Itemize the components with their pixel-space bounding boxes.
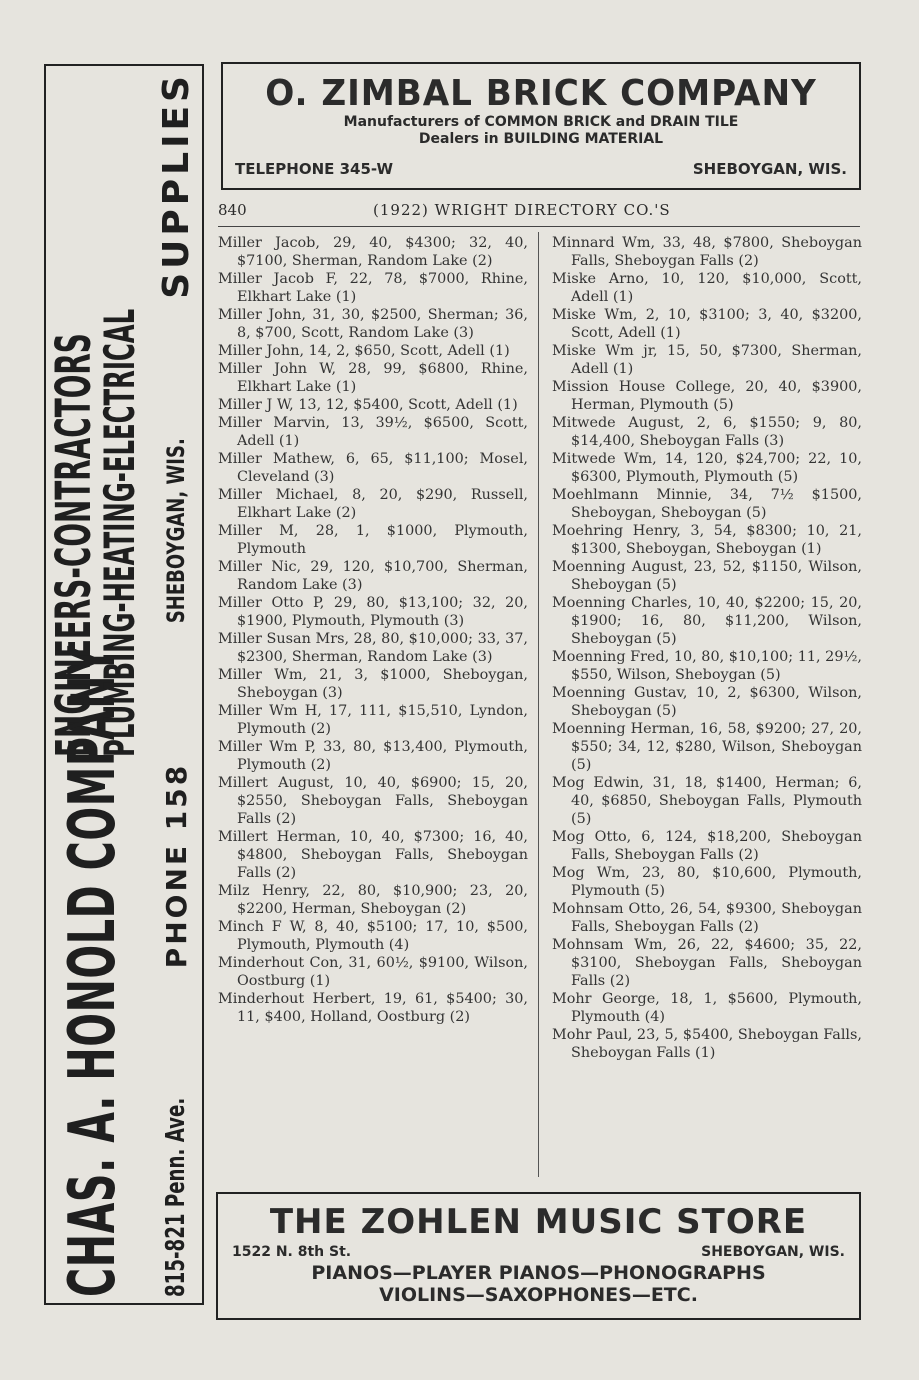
directory-title: (1922) WRIGHT DIRECTORY CO.'S [373, 201, 671, 219]
zimbal-ad-line1: Manufacturers of COMMON BRICK and DRAIN TILE [343, 114, 739, 130]
zohlen-city: SHEBOYGAN, WIS. [701, 1244, 845, 1260]
directory-entry: Mohr George, 18, 1, $5600, Plymouth, Plymouth (4) [552, 991, 862, 1025]
directory-entry: Miller Jacob, 29, 40, $4300; 32, 40, $7100, Sherman, Random Lake (2) [218, 235, 528, 269]
honold-trades [46, 67, 144, 757]
directory-entry: Mog Otto, 6, 124, $18,200, Sheboygan Falls, Sheboygan Falls (2) [552, 829, 862, 863]
directory-entry: Miller J W, 13, 12, $5400, Scott, Adell (1) [218, 397, 518, 413]
directory-entry: Miske Arno, 10, 120, $10,000, Scott, Adell (1) [552, 271, 862, 305]
directory-entry: Mitwede August, 2, 6, $1550; 9, 80, $14,400, Sheboygan Falls (3) [552, 415, 862, 449]
left-column [218, 234, 528, 1026]
directory-entry: Moenning Gustav, 10, 2, $6300, Wilson, Sheboygan (5) [552, 685, 862, 719]
directory-entry: Mohr Paul, 23, 5, $5400, Sheboygan Falls, Sheboygan Falls (1) [552, 1027, 862, 1061]
zimbal-ad-footer [235, 160, 847, 178]
honold-ad-contact-row [154, 72, 198, 1297]
header-rule [218, 226, 860, 227]
directory-entry: Mohnsam Otto, 26, 54, $9300, Sheboygan Falls, Sheboygan Falls (2) [552, 901, 862, 935]
honold-address: 815-821 Penn. Ave. [161, 1097, 191, 1297]
directory-entry: Miller John, 14, 2, $650, Scott, Adell (1) [218, 343, 510, 359]
directory-entry: Miller Nic, 29, 120, $10,700, Sherman, Random Lake (3) [218, 559, 528, 593]
directory-entry: Miller Michael, 8, 20, $290, Russell, Elkhart Lake (2) [218, 487, 528, 521]
directory-entry: Mohnsam Wm, 26, 22, $4600; 35, 22, $3100, Sheboygan Falls, Sheboygan Falls (2) [552, 937, 862, 989]
zimbal-ad-line2: Dealers in BUILDING MATERIAL [418, 131, 664, 147]
directory-entry: Milz Henry, 22, 80, $10,900; 23, 20, $2200, Herman, Sheboygan (2) [218, 883, 528, 917]
directory-entry: Minnard Wm, 33, 48, $7800, Sheboygan Falls, Sheboygan Falls (2) [552, 235, 862, 269]
honold-supplies: SUPPLIES [155, 72, 197, 299]
directory-entry: Minderhout Herbert, 19, 61, $5400; 30, 11, $400, Holland, Oostburg (2) [218, 991, 528, 1025]
honold-phone: PHONE 158 [159, 762, 193, 969]
honold-company-ad [44, 64, 204, 1305]
directory-entry: Moenning Fred, 10, 80, $10,100; 11, 29½, $550, Wilson, Sheboygan (5) [552, 649, 862, 683]
directory-entry: Miller John W, 28, 99, $6800, Rhine, Elkhart Lake (1) [218, 361, 528, 395]
directory-entry: Mog Wm, 23, 80, $10,600, Plymouth, Plymouth (5) [552, 865, 862, 899]
directory-entry: Moenning August, 23, 52, $1150, Wilson, Sheboygan (5) [552, 559, 862, 593]
directory-entry: Miller M, 28, 1, $1000, Plymouth, Plymouth [218, 523, 528, 557]
honold-trades-line1: ENGINEERS-CONTRACTORS [46, 333, 102, 757]
page-header [218, 201, 858, 219]
page-number: 840 [218, 201, 247, 219]
directory-entry: Mission House College, 20, 40, $3900, Herman, Plymouth (5) [552, 379, 862, 413]
zimbal-brick-ad [221, 62, 861, 190]
directory-entry: Miller John, 31, 30, $2500, Sherman; 36, 8, $700, Scott, Random Lake (3) [218, 307, 528, 341]
directory-entry: Millert August, 10, 40, $6900; 15, 20, $2550, Sheboygan Falls, Sheboygan Falls (2) [218, 775, 528, 827]
right-column [552, 234, 862, 1062]
zimbal-telephone: TELEPHONE 345-W [235, 160, 394, 178]
directory-entry: Minch F W, 8, 40, $5100; 17, 10, $500, Plymouth, Plymouth (4) [218, 919, 528, 953]
honold-company-name: CHAS. A. HONOLD COMPANY [56, 645, 130, 1297]
directory-entry: Miller Wm H, 17, 111, $15,510, Lyndon, Plymouth (2) [218, 703, 528, 737]
zohlen-ad-line2: VIOLINS—SAXOPHONES—ETC. [379, 1284, 698, 1306]
directory-entry: Moehring Henry, 3, 54, $8300; 10, 21, $1300, Sheboygan, Sheboygan (1) [552, 523, 862, 557]
honold-ad-main-row [46, 72, 144, 1297]
directory-entry: Millert Herman, 10, 40, $7300; 16, 40, $4800, Sheboygan Falls, Sheboygan Falls (2) [218, 829, 528, 881]
honold-city: SHEBOYGAN, WIS. [162, 438, 190, 624]
column-divider [538, 232, 539, 1177]
zohlen-music-ad [216, 1192, 861, 1320]
directory-entry: Miller Otto P, 29, 80, $13,100; 32, 20, $1900, Plymouth, Plymouth (3) [218, 595, 528, 629]
directory-entry: Miller Wm P, 33, 80, $13,400, Plymouth, Plymouth (2) [218, 739, 528, 773]
honold-ad-rotated-content [46, 66, 204, 1305]
directory-entry: Mog Edwin, 31, 18, $1400, Herman; 6, 40, $6850, Sheboygan Falls, Plymouth (5) [552, 775, 862, 827]
zimbal-ad-title: O. ZIMBAL BRICK COMPANY [265, 73, 817, 114]
zohlen-address: 1522 N. 8th St. [232, 1244, 352, 1260]
directory-entry: Moehlmann Minnie, 34, 7½ $1500, Sheboygan, Sheboygan (5) [552, 487, 862, 521]
directory-entry: Miller Marvin, 13, 39½, $6500, Scott, Adell (1) [218, 415, 528, 449]
zimbal-city: SHEBOYGAN, WIS. [692, 160, 847, 178]
zohlen-ad-line1: PIANOS—PLAYER PIANOS—PHONOGRAPHS [311, 1262, 766, 1284]
directory-entry: Miske Wm, 2, 10, $3100; 3, 40, $3200, Scott, Adell (1) [552, 307, 862, 341]
honold-trades-line2: PLUMBING-HEATING-ELECTRICAL [95, 308, 144, 757]
directory-entry: Minderhout Con, 31, 60½, $9100, Wilson, Oostburg (1) [218, 955, 528, 989]
zohlen-ad-address-row [218, 1244, 859, 1260]
directory-entry: Miller Wm, 21, 3, $1000, Sheboygan, Sheboygan (3) [218, 667, 528, 701]
directory-entry: Miller Susan Mrs, 28, 80, $10,000; 33, 37, $2300, Sherman, Random Lake (3) [218, 631, 528, 665]
directory-entry: Miller Jacob F, 22, 78, $7000, Rhine, Elkhart Lake (1) [218, 271, 528, 305]
zohlen-ad-title: THE ZOHLEN MUSIC STORE [269, 1202, 808, 1242]
directory-entry: Moenning Herman, 16, 58, $9200; 27, 20, $550; 34, 12, $280, Wilson, Sheboygan (5) [552, 721, 862, 773]
directory-entry: Miske Wm jr, 15, 50, $7300, Sherman, Adell (1) [552, 343, 862, 377]
directory-entry: Miller Mathew, 6, 65, $11,100; Mosel, Cleveland (3) [218, 451, 528, 485]
directory-entry: Mitwede Wm, 14, 120, $24,700; 22, 10, $6300, Plymouth, Plymouth (5) [552, 451, 862, 485]
directory-entry: Moenning Charles, 10, 40, $2200; 15, 20, $1900; 16, 80, $11,200, Wilson, Sheboygan (5) [552, 595, 862, 647]
